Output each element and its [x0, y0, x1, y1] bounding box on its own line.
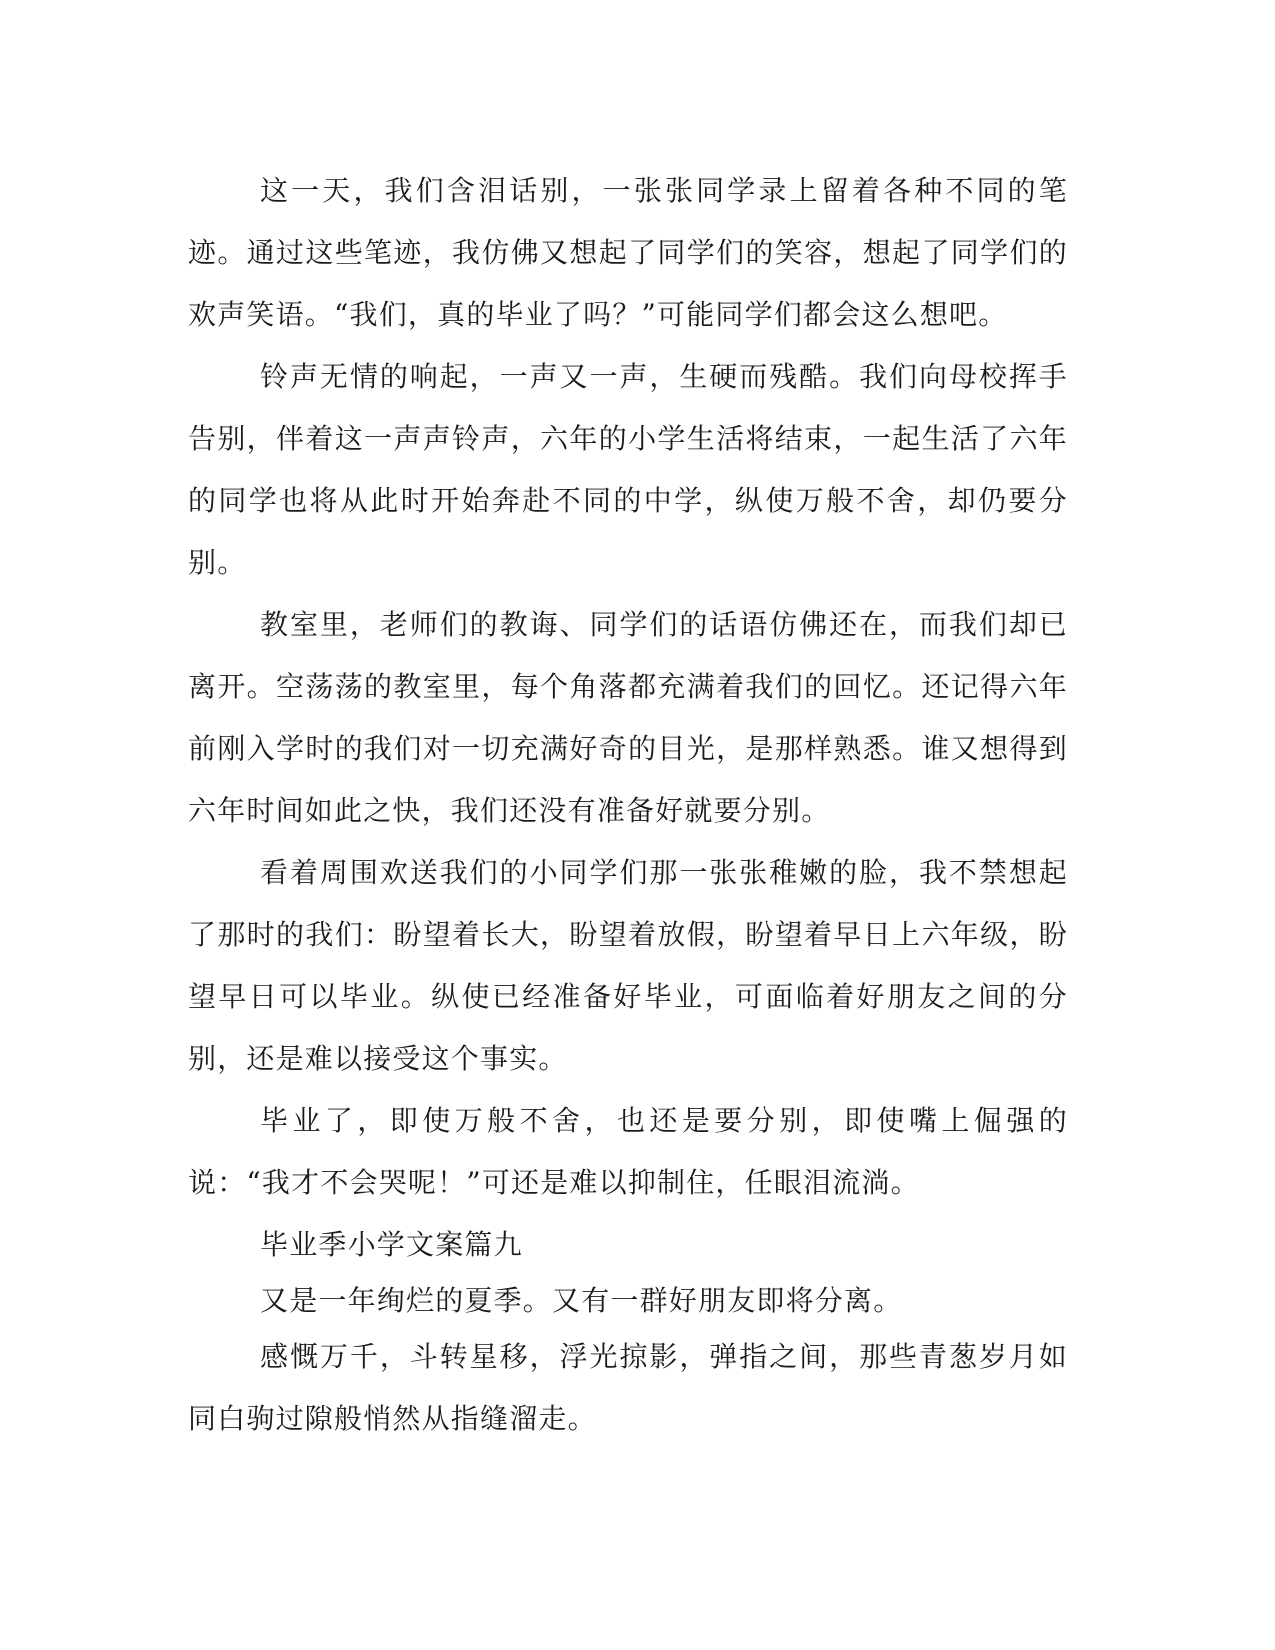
- document-body: [188, 160, 1068, 1450]
- paragraph-younger-students: 看着周围欢送我们的小同学们那一张张稚嫩的脸，我不禁想起了那时的我们：盼望着长大，盼望着放假，盼望着早日上六年级，盼望早日可以毕业。纵使已经准备好毕业，可面临着好朋友之间的分别，还是难以接受这个事实。: [188, 856, 1068, 1075]
- paragraph-farewell: 这一天，我们含泪话别，一张张同学录上留着各种不同的笔迹。通过这些笔迹，我仿佛又想起了同学们的笑容，想起了同学们的欢声笑语。“我们，真的毕业了吗？”可能同学们都会这么想吧。: [188, 174, 1068, 331]
- paragraph-summer: 又是一年绚烂的夏季。又有一群好朋友即将分离。: [260, 1284, 903, 1317]
- section-title: 毕业季小学文案篇九: [260, 1228, 523, 1261]
- paragraph-graduation: 毕业了，即使万般不舍，也还是要分别，即使嘴上倔强的说：“我才不会哭呢！”可还是难以抑制住，任眼泪流淌。: [188, 1104, 1068, 1199]
- paragraph-bell: 铃声无情的响起，一声又一声，生硬而残酷。我们向母校挥手告别，伴着这一声声铃声，六年的小学生活将结束，一起生活了六年的同学也将从此时开始奔赴不同的中学，纵使万般不舍，却仍要分别。: [188, 360, 1068, 579]
- paragraph-classroom: 教室里，老师们的教诲、同学们的话语仿佛还在，而我们却已离开。空荡荡的教室里，每个角落都充满着我们的回忆。还记得六年前刚入学时的我们对一切充满好奇的目光，是那样熟悉。谁又想得到六年时间如此之快，我们还没有准备好就要分别。: [188, 608, 1068, 827]
- paragraph-time-passes: 感慨万千，斗转星移，浮光掠影，弹指之间，那些青葱岁月如同白驹过隙般悄然从指缝溜走。: [188, 1340, 1068, 1435]
